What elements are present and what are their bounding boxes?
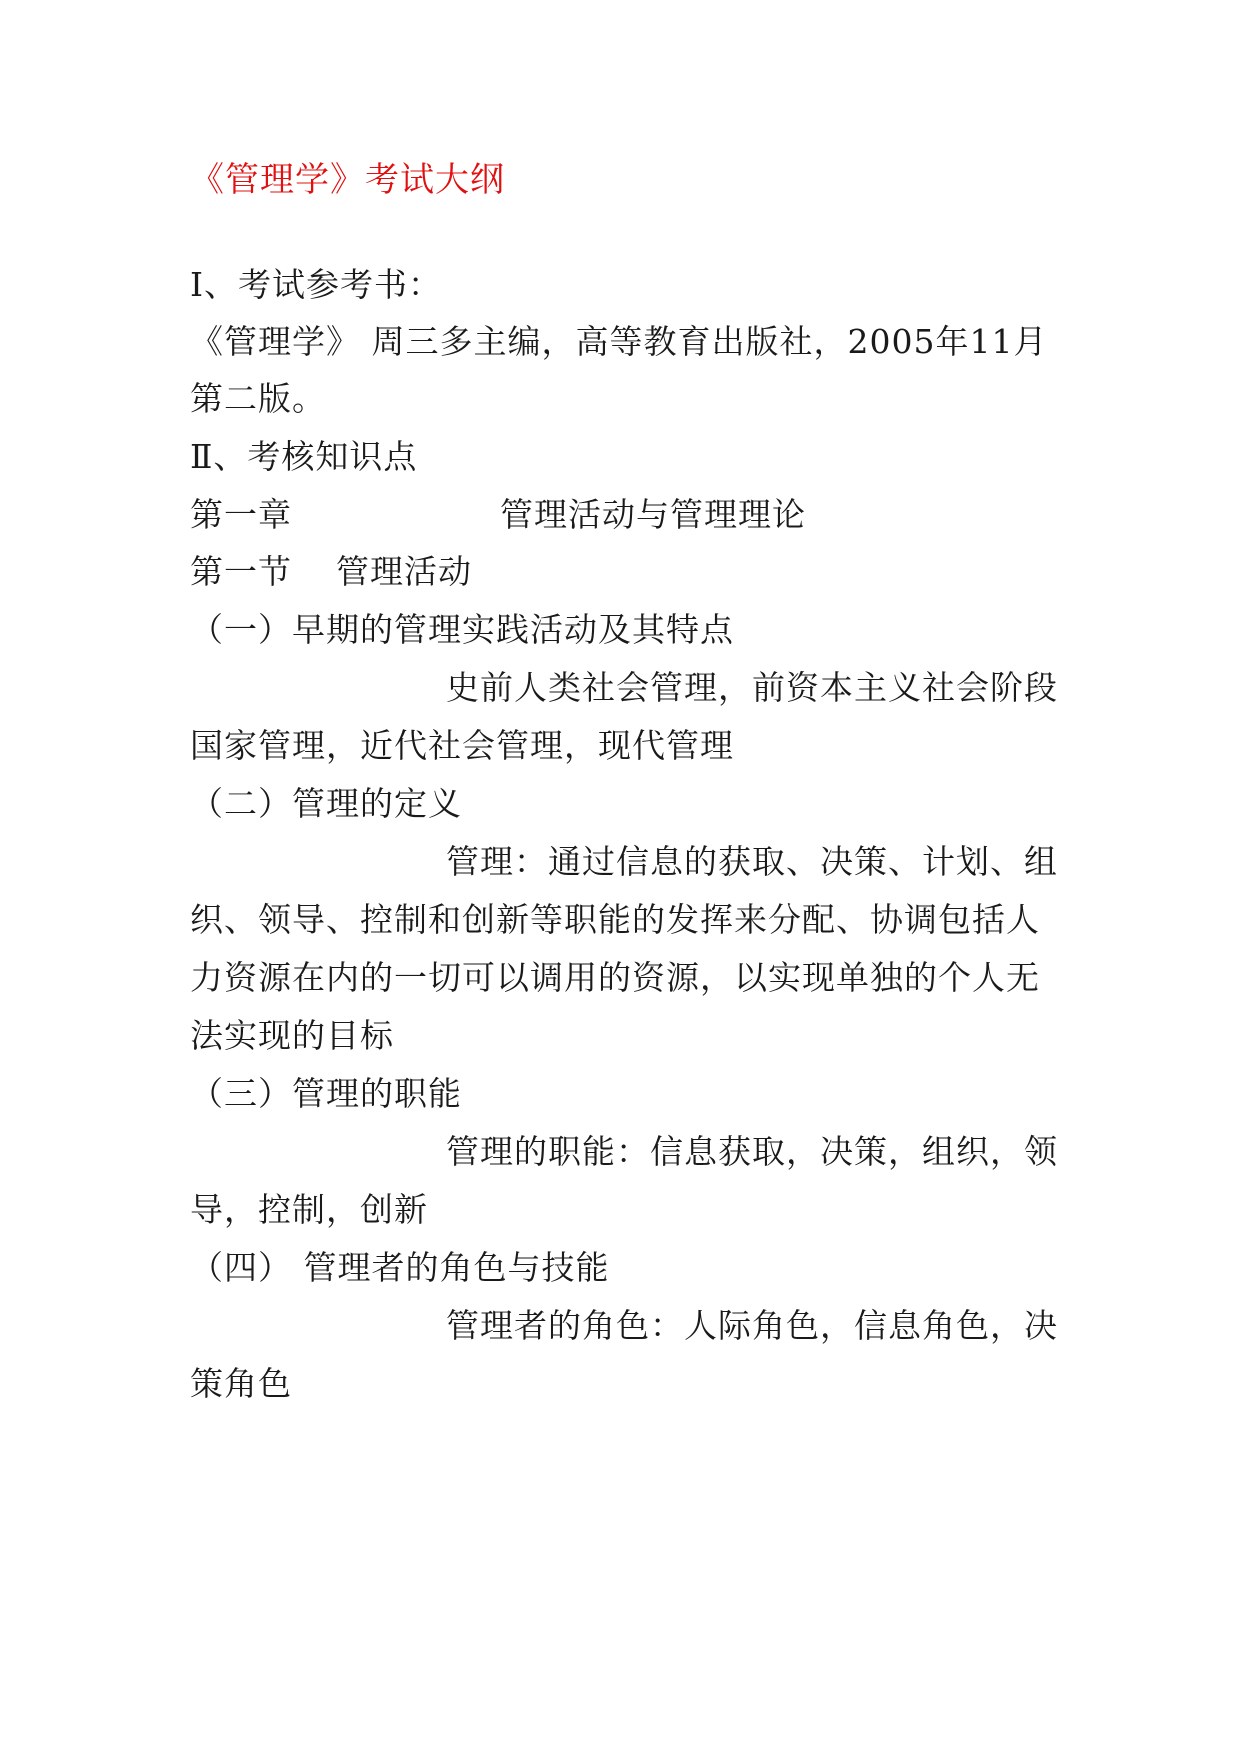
paragraph-line: 力资源在内的一切可以调用的资源，以实现单独的个人无	[190, 958, 1040, 997]
section-label: 第一节	[190, 552, 292, 591]
paragraph-line: 史前人类社会管理，前资本主义社会阶段	[446, 668, 1058, 707]
paragraph-line: 策角色	[190, 1364, 292, 1403]
paragraph-line: 管理者的角色：人际角色，信息角色，决	[446, 1306, 1058, 1345]
reference-book-line: 《管理学》 周三多主编，高等教育出版社，2005年11月	[190, 322, 1048, 361]
heading-reference-books: Ⅰ、考试参考书：	[190, 265, 443, 304]
section-title: 管理活动	[336, 552, 472, 591]
subheading-functions: （三）管理的职能	[190, 1074, 462, 1113]
paragraph-line: 法实现的目标	[190, 1016, 394, 1055]
chapter-label: 第一章	[190, 495, 292, 534]
chapter-title: 管理活动与管理理论	[500, 495, 806, 534]
document-title: 《管理学》考试大纲	[190, 160, 505, 200]
subheading-early-practice: （一）早期的管理实践活动及其特点	[190, 610, 734, 649]
subheading-definition: （二）管理的定义	[190, 784, 462, 823]
reference-book-edition: 第二版。	[190, 379, 326, 418]
paragraph-line: 国家管理，近代社会管理，现代管理	[190, 726, 734, 765]
subheading-roles-skills: （四） 管理者的角色与技能	[190, 1248, 610, 1287]
paragraph-line: 管理：通过信息的获取、决策、计划、组	[446, 842, 1058, 881]
paragraph-line: 织、领导、控制和创新等职能的发挥来分配、协调包括人	[190, 900, 1040, 939]
paragraph-line: 导，控制，创新	[190, 1190, 428, 1229]
paragraph-line: 管理的职能：信息获取，决策，组织，领	[446, 1132, 1058, 1171]
chapter-heading	[190, 495, 806, 535]
heading-knowledge-points: Ⅱ、考核知识点	[190, 437, 418, 476]
section-heading	[190, 552, 472, 592]
